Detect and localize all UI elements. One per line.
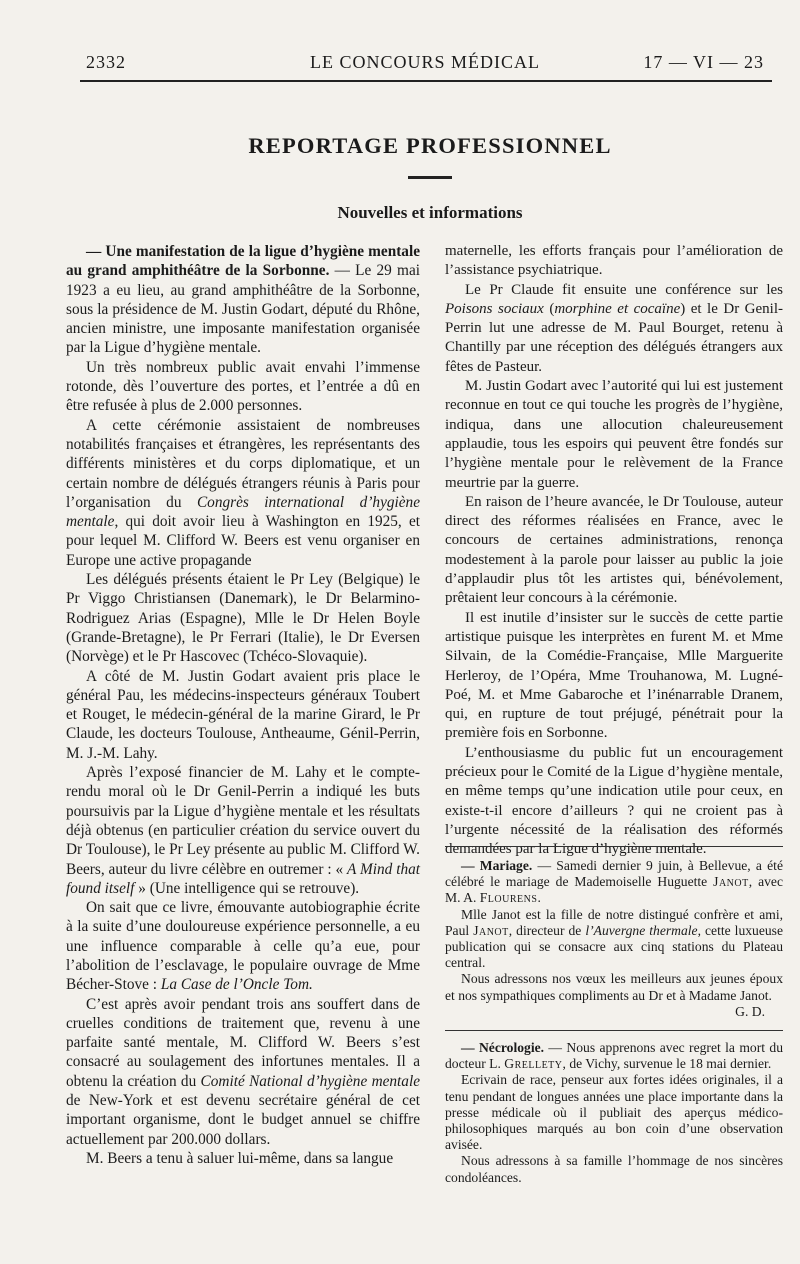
running-header xyxy=(80,52,770,78)
article-paragraph: Un très nombreux public avait envahi l’immense rotonde, dès l’ouverture des portes, et l’entrée a dû en être refusée à plus de 2.000 personnes. xyxy=(66,358,420,415)
notice-paragraph: Mlle Janot est la fille de notre distingué confrère et ami, Paul Janot, directeur de l’Auvergne thermale, cette luxueuse publication qui se consacre aux cinq stations du Plateau central. xyxy=(445,906,784,971)
article-paragraph: En raison de l’heure avancée, le Dr Toulouse, auteur direct des réformes réalisées en France, avec le concours de certaines administrations, renonça modestement à la parole pour laisser au public la joie d’applaudir plus tôt les artistes qui, bénévolement, prêtaient leur concours à la cérémonie. xyxy=(445,493,783,607)
separator-rule xyxy=(445,1030,783,1031)
necrologie-heading: — Nécrologie. xyxy=(461,1040,545,1055)
journal-title: LE CONCOURS MÉDICAL xyxy=(309,52,540,72)
notice-paragraph: — Mariage. — Samedi dernier 9 juin, à Bellevue, a été célébré le mariage de Mademoiselle Huguette Janot, avec M. A. Flourens. xyxy=(445,858,783,906)
article-paragraph: On sait que ce livre, émouvante autobiographie écrite à la suite d’une douloureuse expérience personnelle, a eu une influence comparable à celle qu’a eue, pour l’abolition de l’esclavage, le populaire ouvrage de Mme Bécher-Stove : La Case de l’Oncle Tom. xyxy=(66,899,420,994)
article-lead: — Une manifestation de la ligue d’hygiène mentale au grand amphithéâtre de la Sorbonne. xyxy=(66,243,420,280)
notice-paragraph: Nous adressons à sa famille l’hommage de nos sincères condoléances. xyxy=(445,1153,783,1185)
title-rule xyxy=(408,176,452,179)
subsection-title: Nouvelles et informations xyxy=(337,203,523,222)
left-column xyxy=(66,242,420,1168)
article-paragraph: maternelle, les efforts français pour l’amélioration de l’assistance psychiatrique. xyxy=(445,243,783,279)
article-paragraph: Le Pr Claude fit ensuite une conférence sur les Poisons sociaux (morphine et cocaïne) et le Dr Genil-Perrin lut une adresse de M. Paul Bourget, retenu à Chantilly par une réception des délégués étrangers aux fêtes de Pasteur. xyxy=(445,281,783,375)
notice-paragraph: Nous adressons nos vœux les meilleurs aux jeunes époux et nos sympathiques compliments au Dr et à Madame Janot. xyxy=(445,971,783,1003)
necrologie-notice xyxy=(445,1040,783,1186)
article-paragraph: Les délégués présents étaient le Pr Ley (Belgique) le Pr Viggo Christiansen (Danemark), le Dr Belarmino-Rodriguez Arias (Espagne), Mlle le Dr Helen Boyle (Grande-Bretagne), le Pr Ferrari (Italie), le Dr Eversen (Norvège) et le Pr Hascovec (Tchéco-Slovaquie). xyxy=(66,571,420,666)
article-paragraph: — Une manifestation de la ligue d’hygiène mentale au grand amphithéâtre de la Sorbonne. — Le 29 mai 1923 a eu lieu, au grand amphithéâtre de la Sorbonne, sous la présidence de M. Justin Godart, député du Rhône, ancien ministre, une imposante manifestation organisée par la Ligue d’hygiène mentale. xyxy=(66,243,420,357)
article-paragraph: M. Beers a tenu à saluer lui-même, dans sa langue xyxy=(86,1149,394,1167)
article-paragraph: A cette cérémonie assistaient de nombreuses notabilités françaises et étrangères, les représentants des différents ministères et du corps diplomatique, et un certain nombre de délégués étrangers réunis à Paris pour l’organisation du Congrès international d’hygiène mentale, qui doit avoir lieu à Washington en 1925, et pour lequel M. Clifford W. Beers est venu organiser en Europe une active propagande xyxy=(66,416,420,569)
section-title: REPORTAGE PROFESSIONNEL xyxy=(248,133,612,158)
right-column xyxy=(445,242,783,860)
notice-paragraph: — Nécrologie. — Nous apprenons avec regret la mort du docteur L. Grellety, de Vichy, survenue le 18 mai dernier. xyxy=(445,1040,783,1072)
mariage-heading: — Mariage. xyxy=(461,858,533,873)
notice-paragraph: Ecrivain de race, penseur aux fortes idées originales, il a tenu pendant de longues années une place importante dans la presse médicale où il publiait des aperçus médico-philosophiques marqués au bon coin d’une observation avisée. xyxy=(445,1072,783,1153)
article-paragraph: M. Justin Godart avec l’autorité qui lui est justement reconnue en tout ce qui touche les progrès de l’hygiène, indiqua, dans une allocution chaleureusement applaudie, tous les espoirs qui peuvent être fondés sur l’hygiène mentale pour le relèvement de la France meurtrie par la guerre. xyxy=(445,378,783,491)
article-paragraph: Il est inutile d’insister sur le succès de cette partie artistique puisque les interprètes en furent M. et Mme Silvain, de la Comédie-Française, Mlle Marguerite Herleroy, de l’Opéra, Mme Trouhanowa, M. Lugné-Poé, M. et Mme Gabaroche et l’inénarrable Dranem, qui, en rupture de tout préjugé, pénétrait pour la première fois en Sorbonne. xyxy=(445,609,783,742)
article-paragraph: L’enthousiasme du public fut un encouragement précieux pour le Comité de la Ligue d’hygiène mentale, en même temps qu’une indication utile pour ceux, en existe-t-il encore d’ailleurs ? qui ne croient pas à l’urgente nécessité de la réalisation des réformés demandées par la Ligue d’hygiène mentale. xyxy=(445,744,783,858)
article-paragraph: A côté de M. Justin Godart avaient pris place le général Pau, les médecins-inspecteurs généraux Toubert et Rouget, le médecin-général de la marine Girard, le Pr Claude, les docteurs Toulouse, Antheaume, Génil-Perrin, M. J.-M. Lahy. xyxy=(66,667,420,762)
signature: G. D. xyxy=(735,1003,765,1019)
article-paragraph: Après l’exposé financier de M. Lahy et le compte-rendu moral où le Dr Genil-Perrin a indiqué les buts poursuivis par la Ligue d’hygiène mentale et les résultats déjà obtenus (en particulier création du service ouvert du Dr Toulouse), le Pr Ley présente au public M. Clifford W. Beers, auteur du livre célèbre en outremer : « A Mind that found itself » (Une intelligence qui se retrouve). xyxy=(66,764,420,897)
issue-date: 17 — VI — 23 xyxy=(643,52,764,72)
separator-rule xyxy=(445,846,783,847)
article-paragraph: C’est après avoir pendant trois ans souffert dans de cruelles conditions de traitement que, revenu à une parfaite santé mentale, M. Clifford W. Beers s’est consacré au soulagement des infortunes mentales. Il a obtenu la création du Comité National d’hygiène mentale de New-York et est devenu secrétaire général de cet important organisme, dont le budget annuel se chiffre actuellement par 200.000 dollars. xyxy=(66,995,420,1148)
mariage-notice xyxy=(445,858,783,1020)
header-rule xyxy=(80,80,772,82)
page-number: 2332 xyxy=(86,52,126,72)
